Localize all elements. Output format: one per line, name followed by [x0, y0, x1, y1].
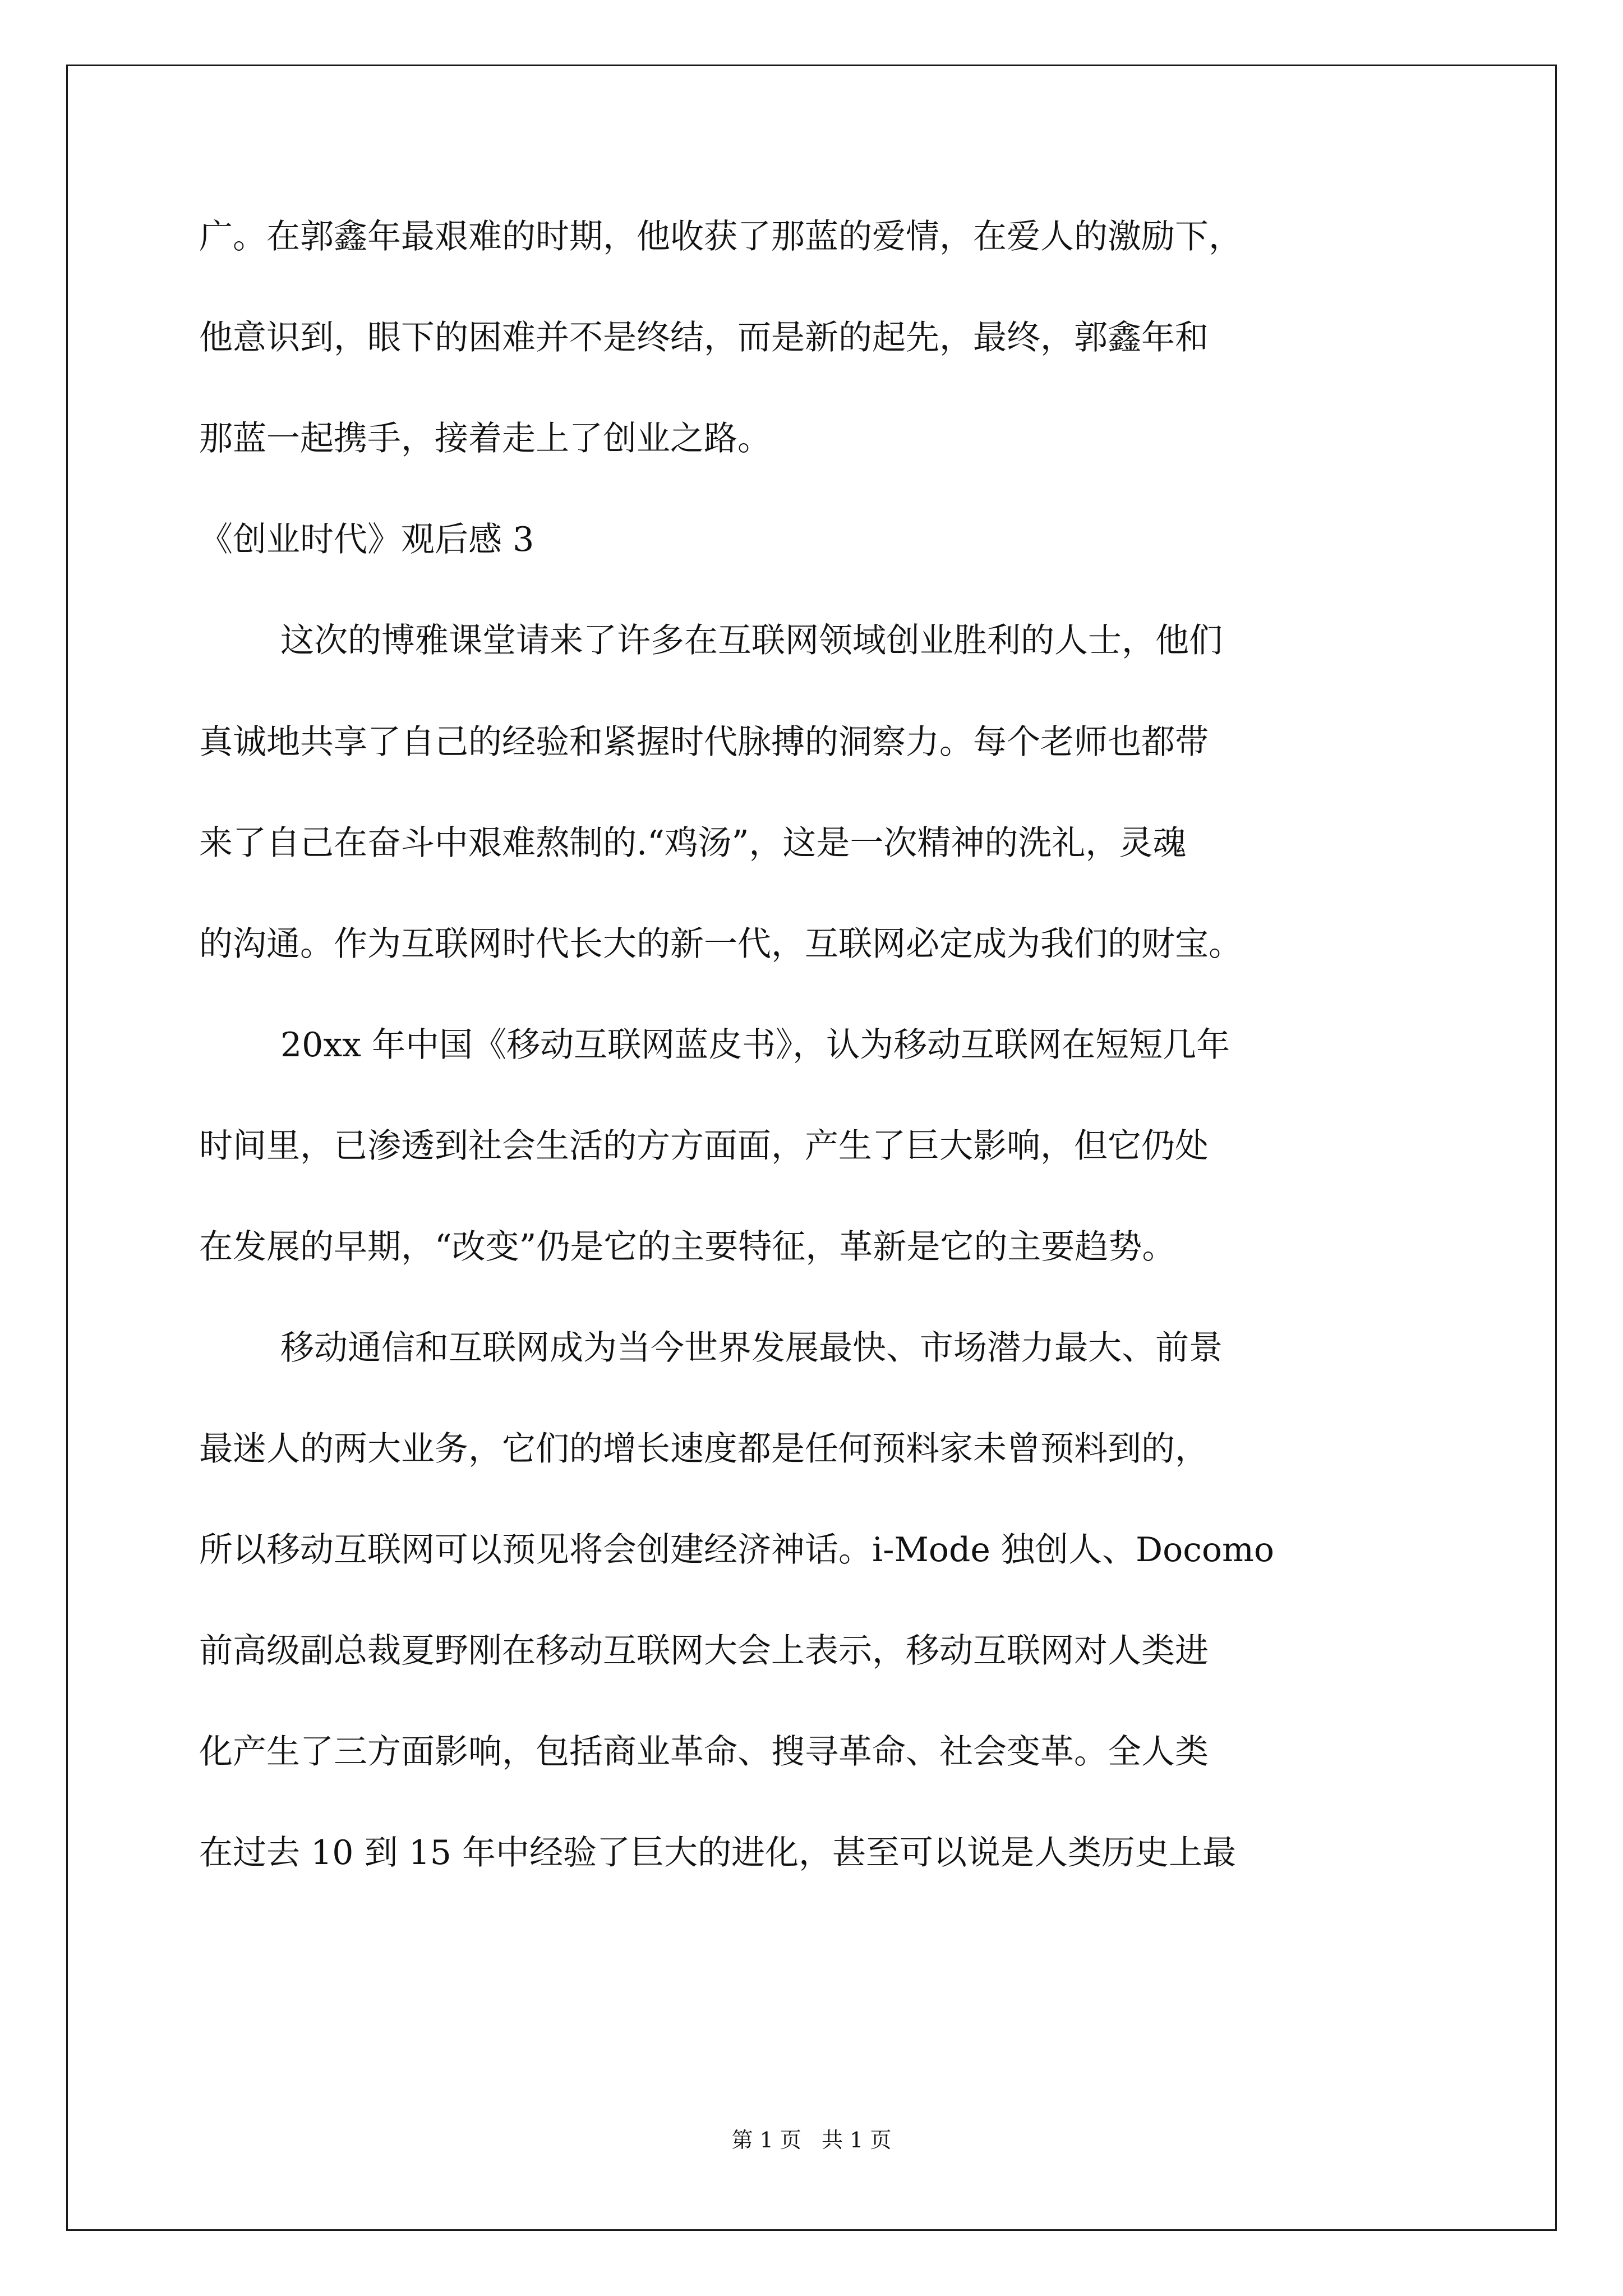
text-line: 所以移动互联网可以预见将会创建经济神话。i-Mode 独创人、Docomo [199, 1530, 1274, 1570]
text-line: 在发展的早期，“改变”仍是它的主要特征，革新是它的主要趋势。 [199, 1227, 1176, 1267]
text-line: 这次的博雅课堂请来了许多在互联网领域创业胜利的人士，他们 [280, 621, 1223, 660]
text-line: 前高级副总裁夏野刚在移动互联网大会上表示，移动互联网对人类进 [199, 1631, 1209, 1671]
page-number: 第 1 页 共 1 页 [731, 2128, 892, 2152]
text-line: 真诚地共享了自己的经验和紧握时代脉搏的洞察力。每个老师也都带 [199, 723, 1209, 762]
text-line: 时间里，已渗透到社会生活的方方面面，产生了巨大影响，但它仍处 [199, 1126, 1209, 1166]
text-line: 20xx 年中国《移动互联网蓝皮书》，认为移动互联网在短短几年 [280, 1025, 1230, 1065]
text-line: 在过去 10 到 15 年中经验了巨大的进化，甚至可以说是人类历史上最 [199, 1833, 1236, 1872]
section-heading: 《创业时代》观后感 3 [199, 520, 534, 559]
text-line: 那蓝一起携手，接着走上了创业之路。 [199, 419, 771, 458]
text-line: 来了自己在奋斗中艰难熬制的.“鸡汤”，这是一次精神的洗礼，灵魂 [199, 823, 1187, 863]
text-line: 最迷人的两大业务，它们的增长速度都是任何预料家未曾预料到的， [199, 1429, 1209, 1469]
text-line: 他意识到，眼下的困难并不是终结，而是新的起先，最终，郭鑫年和 [199, 318, 1209, 357]
text-line: 广。在郭鑫年最艰难的时期，他收获了那蓝的爱情，在爱人的激励下， [199, 217, 1242, 256]
text-line: 化产生了三方面影响，包括商业革命、搜寻革命、社会变革。全人类 [199, 1732, 1209, 1772]
text-line: 移动通信和互联网成为当今世界发展最快、市场潜力最大、前景 [280, 1328, 1223, 1368]
text-line: 的沟通。作为互联网时代长大的新一代，互联网必定成为我们的财宝。 [199, 924, 1242, 964]
